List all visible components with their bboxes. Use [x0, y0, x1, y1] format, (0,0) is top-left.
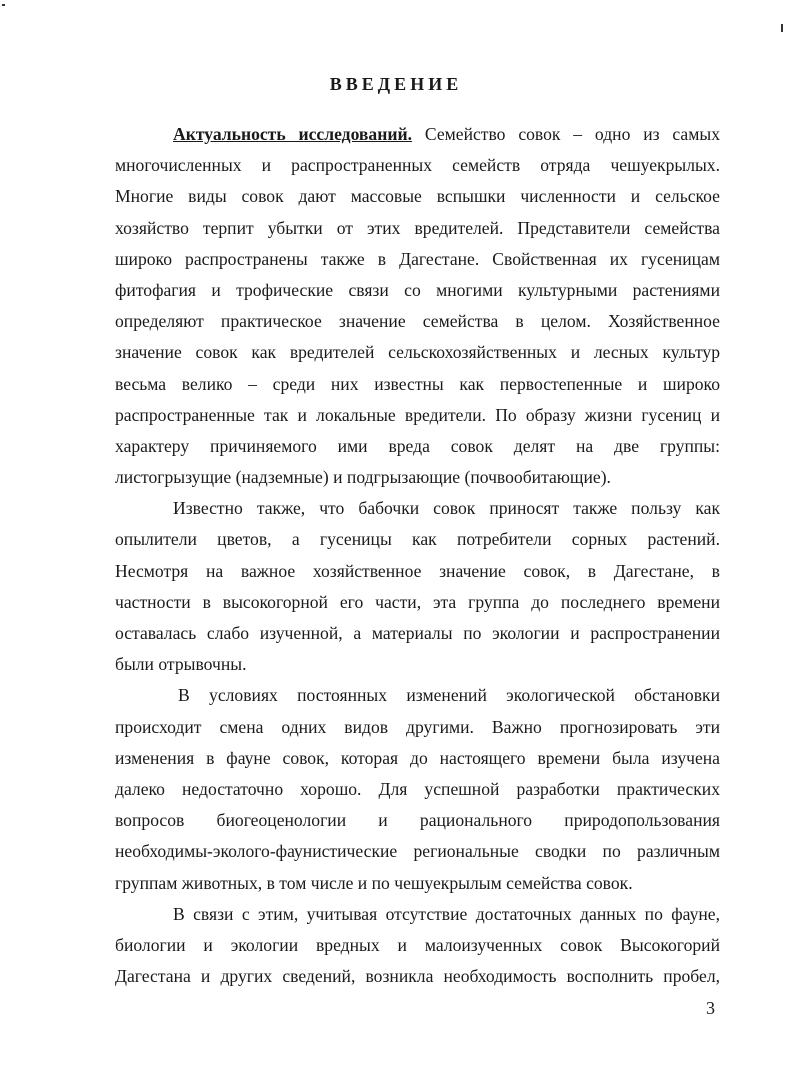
paragraph	[115, 119, 720, 493]
text-line: вопросов биогеоценологии и рационального природопользования	[115, 810, 720, 831]
text-line: хозяйство терпит убытки от этих вредителей. Представители семейства	[115, 217, 720, 238]
paragraph	[115, 899, 720, 993]
text-line: Известно также, что бабочки совок приносят также пользу как	[173, 498, 720, 519]
text-line: весьма велико – среди них известны как первостепенные и широко	[115, 373, 720, 394]
text-line: оставалась слабо изученной, а материалы по экологии и распространении	[115, 623, 720, 643]
text-line: В связи с этим, учитывая отсутствие достаточных данных по фауне,	[173, 903, 720, 924]
text-line: частности в высокогорной его части, эта группа до последнего времени	[115, 591, 720, 612]
paragraph	[115, 680, 720, 898]
text-line	[115, 119, 720, 150]
text-line: характеру причиняемого ими вреда совок делят на две группы:	[115, 435, 720, 456]
text-line: изменения в фауне совок, которая до настоящего времени была изучена	[115, 747, 720, 768]
page-number: 3	[706, 998, 715, 1018]
paragraph	[115, 493, 720, 680]
text-line: были отрывочны.	[115, 654, 247, 675]
document-body	[115, 119, 720, 992]
text-line: фитофагия и трофические связи со многими культурными растениями	[115, 279, 720, 300]
text-line: Дагестана и других сведений, возникла необходимость восполнить пробел,	[115, 966, 720, 987]
text-line: Несмотря на важное хозяйственное значение совок, в Дагестане, в	[115, 560, 720, 581]
text-line: Многие виды совок дают массовые вспышки численности и сельское	[115, 186, 720, 207]
page-title: ВВЕДЕНИЕ	[329, 74, 463, 94]
text-line: листогрызущие (надземные) и подгрызающие (почвообитающие).	[115, 467, 611, 488]
section-lead: Актуальность исследований.	[173, 124, 413, 144]
scan-speck	[781, 24, 783, 32]
scan-speck	[2, 4, 5, 6]
text-line: происходит смена одних видов другими. Важно прогнозировать эти	[115, 716, 720, 737]
text-line: определяют практическое значение семейства в целом. Хозяйственное	[115, 311, 720, 332]
text-line: распространенные так и локальные вредители. По образу жизни гусениц и	[115, 404, 720, 425]
text-line: многочисленных и распространенных семейств отряда чешуекрылых.	[115, 155, 720, 176]
text-line: группам животных, в том числе и по чешуекрылым семейства совок.	[115, 872, 633, 893]
text-line: далеко недостаточно хорошо. Для успешной разработки практических	[115, 778, 720, 799]
text-line: биологии и экологии вредных и малоизученных совок Высокогорий	[115, 934, 720, 955]
text-line: широко распространены также в Дагестане. Свойственная их гусеницам	[115, 248, 720, 269]
text-line: В условиях постоянных изменений экологической обстановки	[178, 685, 720, 706]
text-line: необходимы-эколого-фаунистические региональные сводки по различным	[115, 841, 720, 862]
text-span: Семейство совок – одно из самых	[412, 124, 720, 144]
text-line: значение совок как вредителей сельскохозяйственных и лесных культур	[115, 342, 720, 363]
text-line: опылители цветов, а гусеницы как потребители сорных растений.	[115, 529, 720, 550]
